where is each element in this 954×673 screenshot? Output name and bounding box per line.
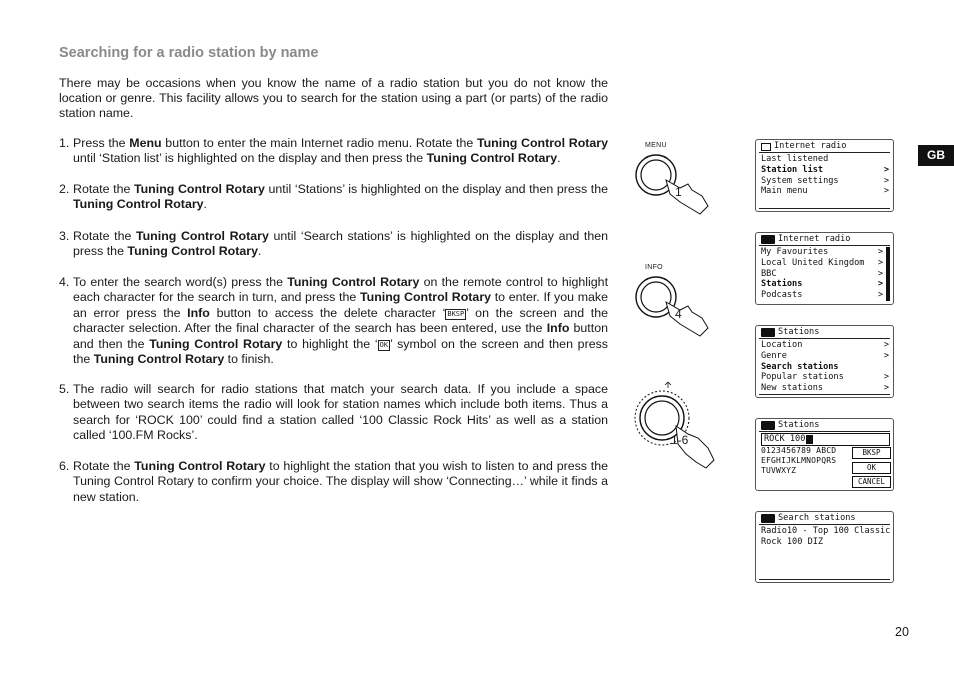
radio-icon (761, 235, 775, 244)
result-item[interactable]: Radio10 - Top 100 Classic (761, 526, 891, 536)
step-4 (59, 275, 608, 367)
step-2 (59, 182, 608, 213)
cancel-button[interactable]: CANCEL (852, 476, 891, 488)
menu-item[interactable]: Last listened (761, 154, 829, 164)
dial-step-1: 1 (675, 185, 682, 199)
menu-item[interactable]: Search stations (761, 361, 839, 372)
screen-header: Internet radio (774, 141, 847, 152)
character-set[interactable]: 0123456789 ABCD EFGHIJKLMNOPQRS TUVWXYZ (761, 446, 837, 475)
step-3 (59, 229, 608, 260)
step-number: 6. (59, 459, 70, 473)
section-title: Searching for a radio station by name (59, 45, 319, 61)
rotary-knob-icon (628, 380, 720, 472)
bksp-button[interactable]: BKSP (852, 447, 891, 459)
dial-step-4: 4 (675, 307, 682, 321)
menu-item[interactable]: Main menu > (761, 186, 889, 197)
display-stations-menu (755, 325, 894, 398)
step-text: Rotate the Tuning Control Rotary until ‘Stations’ is highlighted on the display and then press the Tuning Control Rotary. (73, 182, 608, 212)
step-1 (59, 136, 608, 167)
step-5 (59, 382, 608, 444)
info-button-label: INFO (645, 264, 663, 271)
menu-item[interactable]: Podcasts > (761, 290, 883, 301)
menu-item[interactable]: Genre > (761, 350, 889, 361)
menu-item[interactable]: Stations > (761, 279, 883, 290)
menu-item[interactable]: Local United Kingdom > (761, 257, 883, 268)
dial-step-1-6: 1-6 (671, 433, 689, 447)
step-text: Rotate the Tuning Control Rotary to highlight the station that you wish to listen to and press the Tuning Control Rotary to confirm your choice. The display will show ‘Connecting…’ while it finds a new station. (73, 459, 608, 504)
menu-item[interactable]: System settings > (761, 175, 889, 186)
menu-item[interactable]: New stations > (761, 383, 889, 394)
menu-item[interactable]: Location > (761, 340, 889, 350)
step-number: 5. (59, 382, 70, 396)
display-search-results (755, 511, 894, 583)
step-6 (59, 459, 608, 505)
step-number: 1. (59, 136, 70, 150)
scrollbar (886, 247, 890, 301)
menu-item[interactable]: BBC > (761, 268, 883, 279)
step-text: Rotate the Tuning Control Rotary until ‘Search stations’ is highlighted on the display and then press the Tuning Control Rotary. (73, 229, 608, 259)
display-search-entry (755, 418, 894, 491)
step-text: Press the Menu button to enter the main Internet radio menu. Rotate the Tuning Control Rotary until ‘Station list’ is highlighted on the display and then press the Tuning Control Rotary. (73, 136, 608, 166)
display-station-list (755, 232, 894, 305)
text-cursor (806, 435, 813, 444)
list-icon (761, 143, 771, 151)
screen-header: Stations (778, 420, 820, 431)
language-tab: GB (918, 145, 954, 166)
radio-icon (761, 514, 775, 523)
radio-icon (761, 328, 775, 337)
ok-symbol: OK (379, 340, 389, 349)
search-entry-field[interactable]: ROCK 100 (761, 433, 890, 446)
screen-header: Search stations (778, 513, 856, 524)
menu-item[interactable]: Station list > (761, 164, 889, 175)
step-number: 2. (59, 182, 70, 196)
step-number: 4. (59, 275, 70, 289)
result-item[interactable]: Rock 100 DIZ (761, 536, 824, 547)
intro-paragraph: There may be occasions when you know the name of a radio station but you do not know the location or genre. This facility allows you to search for the station using a part (or parts) of the radio station name. (59, 76, 608, 121)
step-number: 3. (59, 229, 70, 243)
page-number: 20 (895, 625, 909, 639)
display-internet-radio-menu (755, 139, 894, 212)
bksp-symbol: BKSP (447, 309, 465, 318)
ok-button[interactable]: OK (852, 462, 891, 474)
screen-header: Internet radio (778, 234, 851, 245)
step-text: To enter the search word(s) press the Tuning Control Rotary on the remote control to highlight each character for the search in turn, and press the Tuning Control Rotary to enter. If you make an error press the Info button to access the delete character ‘ BKSP ’ on the screen and the character selection. After the final character of the search has been entered, use the Info button and then the Tuning Control Rotary to highlight the ‘ OK ’ symbol on the screen and then press the Tuning Control Rotary to finish. (73, 275, 609, 367)
menu-item[interactable]: Popular stations > (761, 372, 889, 383)
menu-item[interactable]: My Favourites > (761, 247, 883, 257)
step-text: The radio will search for radio stations that match your search data. If you include a space between two search items the radio will look for station names which include both items. Thus a search for ‘ROCK 100’ could find a station called ‘100 Classic Rock Hits’ as well as a station called ‘100.FM Rocks’. (73, 382, 608, 443)
menu-button-label: MENU (645, 142, 667, 149)
radio-icon (761, 421, 775, 430)
screen-header: Stations (778, 327, 820, 338)
